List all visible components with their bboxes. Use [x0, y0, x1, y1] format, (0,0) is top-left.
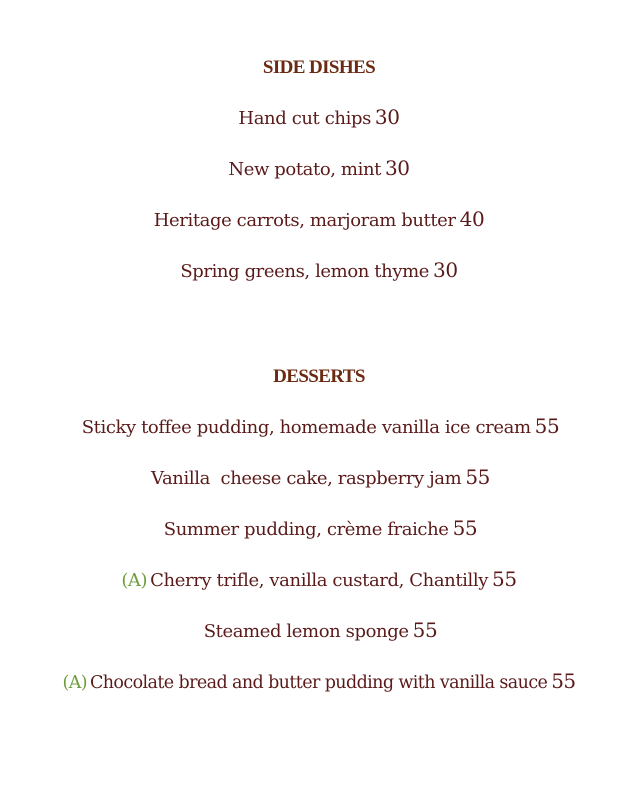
dessert-item — [0, 465, 638, 489]
dessert-item — [0, 618, 638, 642]
dessert-item — [0, 669, 638, 693]
alcohol-marker: (A) — [62, 673, 87, 693]
dish-price: 30 — [374, 105, 400, 129]
dish-name: Heritage carrots, marjoram butter — [153, 210, 456, 231]
dish-name: Hand cut chips — [238, 108, 371, 129]
dessert-item — [0, 516, 638, 540]
dessert-item — [0, 567, 638, 591]
side-dish-item — [0, 258, 638, 282]
dish-name: Chocolate bread and butter pudding with vanilla sauce — [89, 673, 548, 693]
dish-price: 30 — [384, 156, 410, 180]
side-dishes-heading: SIDE DISHES — [262, 57, 376, 78]
dish-price: 40 — [459, 207, 485, 231]
dish-price: 55 — [465, 465, 490, 489]
dish-price: 55 — [412, 618, 438, 642]
dish-price: 55 — [551, 669, 576, 693]
dish-name: Steamed lemon sponge — [203, 621, 409, 642]
dish-price: 55 — [534, 414, 560, 438]
dish-name: New potato, mint — [228, 159, 381, 180]
alcohol-marker: (A) — [121, 570, 148, 591]
side-dish-item — [0, 207, 638, 231]
dish-name: Vanilla cheese cake, raspberry jam — [151, 468, 462, 489]
side-dish-item — [0, 156, 638, 180]
dish-price: 55 — [452, 516, 478, 540]
desserts-heading: DESSERTS — [273, 366, 365, 387]
dish-price: 55 — [492, 567, 517, 591]
dish-price: 30 — [433, 258, 458, 282]
dish-name: Cherry trifle, vanilla custard, Chantilly — [150, 570, 489, 591]
dish-name: Summer pudding, crème fraiche — [163, 519, 449, 540]
dish-name: Spring greens, lemon thyme — [180, 261, 430, 282]
dish-name: Sticky toffee pudding, homemade vanilla ice cream — [81, 417, 531, 438]
dessert-item — [0, 414, 638, 438]
side-dish-item — [0, 105, 638, 129]
